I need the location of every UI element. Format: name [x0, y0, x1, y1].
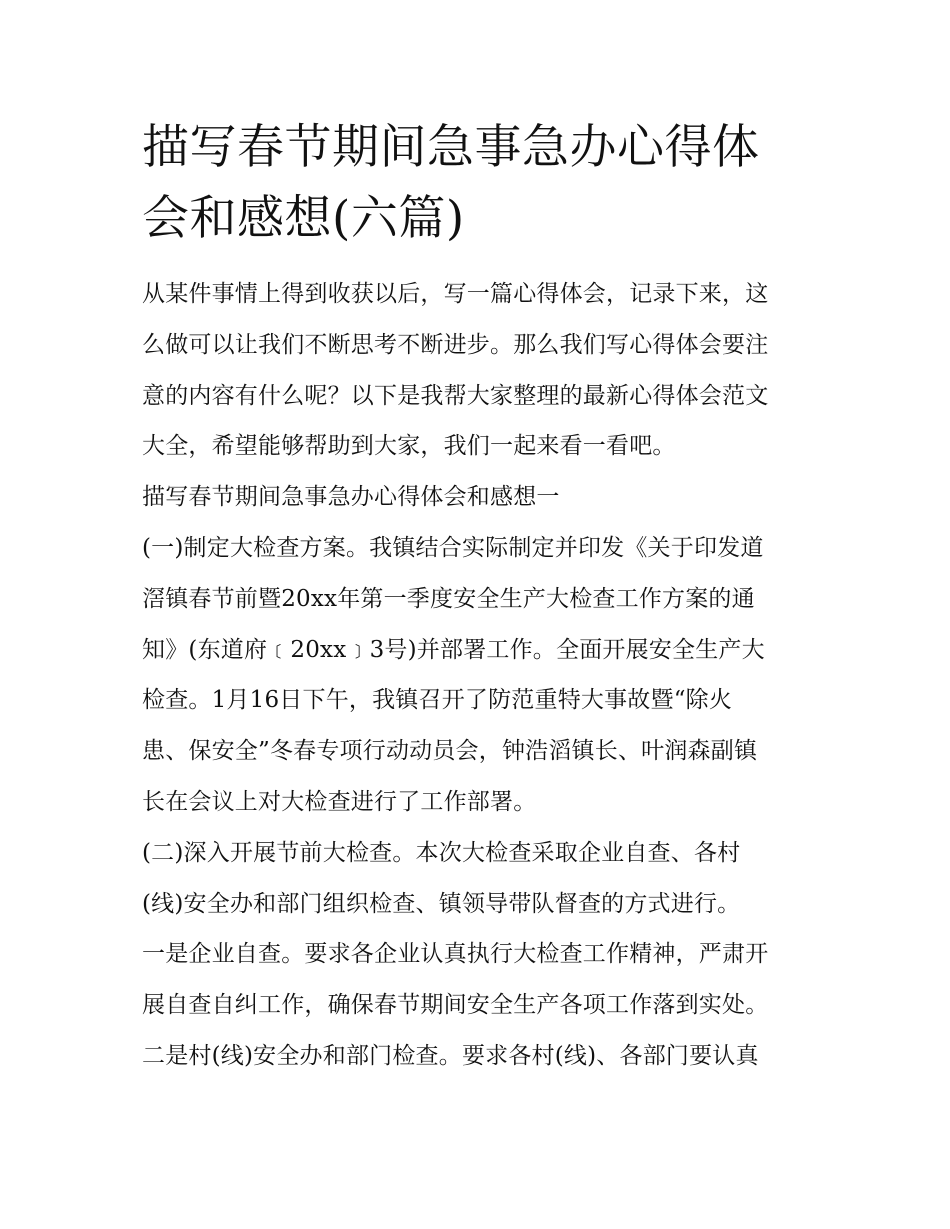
text-line: 知》(东道府﹝20xx﹞3号)并部署工作。全面开展安全生产大 [142, 636, 765, 663]
text-line: 二是村(线)安全办和部门检查。要求各村(线)、各部门要认真 [142, 1042, 759, 1069]
document-page [142, 112, 814, 1082]
text-line: 从某件事情上得到收获以后，写一篇心得体会，记录下来，这 [142, 281, 769, 307]
text-line: (线)安全办和部门组织检查、镇领导带队督查的方式进行。 [142, 890, 741, 917]
text-line: 检查。1月16日下午，我镇召开了防范重特大事故暨“除火 [142, 687, 733, 714]
document-title [142, 112, 814, 254]
text-line: 患、保安全”冬春专项行动动员会，钟浩滔镇长、叶润森副镇 [142, 738, 758, 765]
text-line: 滘镇春节前暨20xx年第一季度安全生产大检查工作方案的通 [142, 585, 755, 612]
title-line: 会和感想(六篇) [142, 191, 465, 246]
section-heading: 描写春节期间急事急办心得体会和感想一 [142, 484, 560, 511]
text-line: 意的内容有什么呢？以下是我帮大家整理的最新心得体会范文 [142, 382, 769, 409]
document-body [142, 269, 814, 1082]
title-line: 描写春节期间急事急办心得体 [142, 120, 760, 175]
text-line: 展自查自纠工作，确保春节期间安全生产各项工作落到实处。 [142, 992, 769, 1019]
text-line: 一是企业自查。要求各企业认真执行大检查工作精神，严肃开 [142, 941, 769, 968]
text-line: 么做可以让我们不断思考不断进步。那么我们写心得体会要注 [142, 331, 769, 358]
text-line: 长在会议上对大检查进行了工作部署。 [142, 788, 537, 815]
text-line: (二)深入开展节前大检查。本次大检查采取企业自查、各村 [142, 839, 741, 866]
text-line: 大全，希望能够帮助到大家，我们一起来看一看吧。 [142, 433, 676, 460]
text-line: (一)制定大检查方案。我镇结合实际制定并印发《关于印发道 [142, 534, 764, 561]
